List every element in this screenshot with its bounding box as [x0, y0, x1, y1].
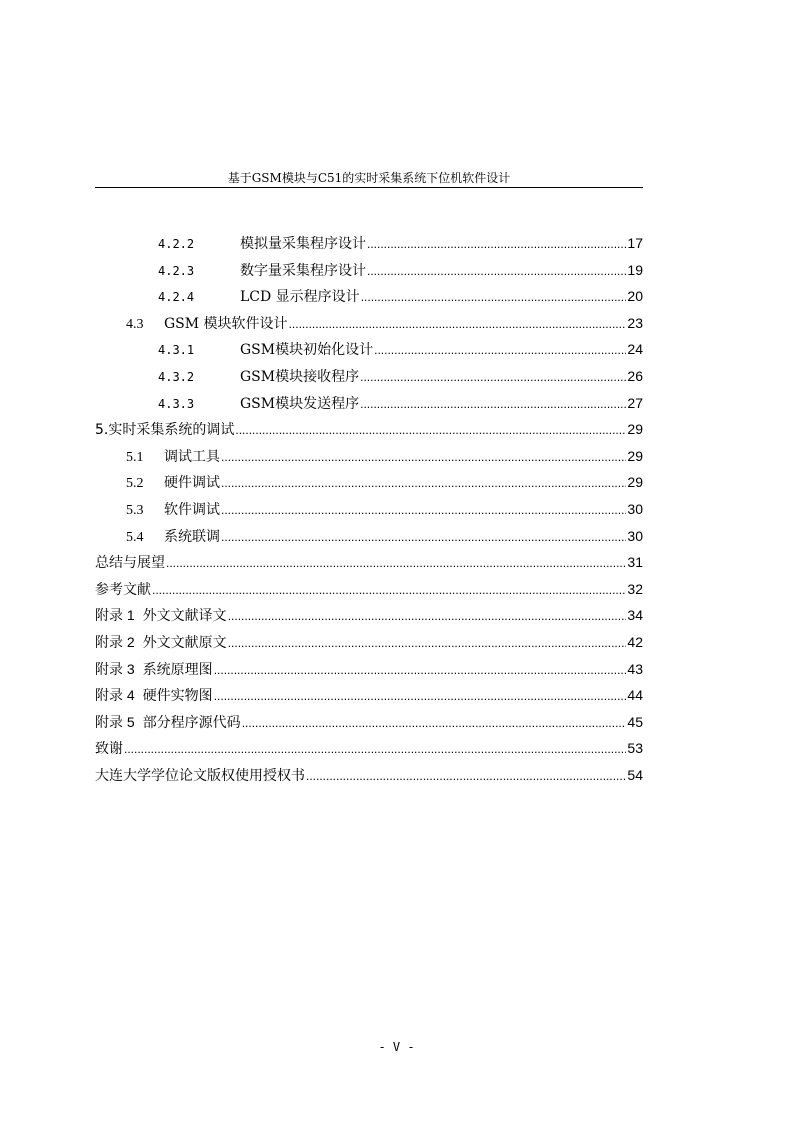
- toc-entry-title: 总结与展望: [95, 555, 165, 572]
- toc-dot-leader: [214, 686, 627, 707]
- toc-dot-leader: [367, 261, 626, 282]
- toc-entry-number: 4.3.1: [158, 343, 195, 358]
- toc-entry-number: 4.3.2: [158, 369, 195, 384]
- toc-entry-number: 4.3: [126, 316, 144, 332]
- toc-entry-number: 附录 4: [95, 687, 135, 704]
- toc-entry-title: 模拟量采集程序设计: [240, 236, 366, 252]
- toc-entry-number: 附录 1: [95, 607, 135, 624]
- toc-entry-page: 27: [627, 394, 643, 411]
- toc-entry[interactable]: [95, 738, 643, 765]
- toc-entry-page: 23: [627, 314, 643, 331]
- toc-entry-title: 部分程序源代码: [142, 714, 241, 731]
- toc-entry-page: 42: [627, 633, 643, 650]
- toc-dot-leader: [228, 606, 627, 627]
- toc-entry[interactable]: [95, 393, 643, 420]
- table-of-contents: [95, 233, 643, 791]
- toc-entry-number: 附录 3: [95, 660, 135, 677]
- toc-dot-leader: [214, 660, 627, 681]
- toc-dot-leader: [228, 633, 627, 654]
- toc-entry-page: 43: [627, 660, 643, 677]
- toc-entry-title: 硬件实物图: [142, 688, 213, 705]
- toc-entry-number: 附录 5: [95, 713, 135, 730]
- toc-entry-page: 29: [627, 474, 643, 491]
- page-header: [95, 171, 643, 188]
- toc-entry-number: 4.2.2: [158, 237, 195, 251]
- toc-entry-page: 26: [627, 367, 643, 384]
- toc-entry-page: 45: [627, 713, 643, 730]
- toc-entry[interactable]: [95, 552, 643, 579]
- toc-entry-number: 4.2.4: [158, 290, 195, 305]
- toc-entry[interactable]: [95, 605, 643, 632]
- toc-dot-leader: [152, 580, 626, 601]
- toc-entry[interactable]: [95, 313, 643, 340]
- toc-entry-page: 34: [627, 607, 643, 624]
- toc-entry[interactable]: [95, 526, 643, 553]
- toc-entry-page: 31: [627, 554, 643, 571]
- toc-entry-page: 30: [627, 500, 643, 517]
- toc-dot-leader: [360, 394, 626, 415]
- toc-entry[interactable]: [95, 499, 643, 526]
- toc-entry-page: 17: [627, 235, 643, 251]
- toc-entry[interactable]: [95, 765, 643, 792]
- toc-entry[interactable]: [95, 260, 643, 287]
- toc-dot-leader: [360, 367, 626, 388]
- toc-dot-leader: [166, 553, 626, 574]
- toc-entry-title: 系统原理图: [142, 661, 213, 678]
- toc-dot-leader: [289, 314, 627, 335]
- toc-dot-leader: [124, 739, 626, 760]
- toc-entry-page: 20: [627, 288, 643, 305]
- toc-entry-title: LCD 显示程序设计: [240, 289, 360, 306]
- toc-entry-title: 外文文献译文: [142, 608, 227, 625]
- toc-dot-leader: [221, 473, 626, 494]
- toc-entry-title: 数字量采集程序设计: [240, 262, 366, 279]
- toc-dot-leader: [221, 500, 626, 521]
- toc-entry-page: 29: [627, 421, 643, 438]
- toc-entry-page: 24: [627, 341, 643, 358]
- toc-entry-title: 外文文献原文: [142, 634, 227, 651]
- toc-entry-number: 4.3.3: [158, 396, 195, 411]
- toc-entry-number: 5.1: [126, 449, 144, 465]
- toc-dot-leader: [306, 766, 626, 787]
- toc-entry-number: 5.4: [126, 529, 144, 545]
- toc-entry-number: 4.2.3: [158, 263, 195, 278]
- toc-entry[interactable]: [95, 685, 643, 712]
- toc-entry[interactable]: [95, 233, 643, 260]
- toc-entry[interactable]: [95, 339, 643, 366]
- toc-entry-title: GSM模块接收程序: [240, 368, 360, 385]
- toc-entry-title: 参考文献: [95, 581, 151, 598]
- toc-entry-title: 软件调试: [164, 501, 220, 518]
- toc-entry[interactable]: [95, 446, 643, 473]
- toc-entry[interactable]: [95, 286, 643, 313]
- toc-entry-title: 大连大学学位论文版权使用授权书: [95, 767, 305, 784]
- toc-dot-leader: [374, 340, 626, 361]
- toc-entry[interactable]: [95, 366, 643, 393]
- toc-dot-leader: [361, 287, 627, 308]
- toc-dot-leader: [242, 713, 627, 734]
- toc-entry-page: 19: [627, 261, 643, 278]
- toc-entry-number: 附录 2: [95, 633, 135, 650]
- toc-entry-title: GSM模块发送程序: [240, 395, 360, 412]
- toc-dot-leader: [221, 527, 626, 548]
- toc-entry-page: 54: [627, 766, 643, 783]
- toc-entry-number: 5.3: [126, 502, 144, 518]
- toc-entry-page: 29: [627, 447, 643, 464]
- header-title: 基于GSM模块与C51的实时采集系统下位机软件设计: [227, 171, 511, 185]
- toc-dot-leader: [367, 234, 626, 255]
- toc-entry[interactable]: [95, 632, 643, 659]
- toc-entry-page: 30: [627, 527, 643, 544]
- toc-entry-number: 5.2: [126, 476, 144, 492]
- toc-entry-page: 53: [627, 740, 643, 757]
- toc-entry-title: 调试工具: [164, 448, 220, 465]
- toc-entry[interactable]: [95, 419, 643, 446]
- toc-entry-title: 致谢: [95, 741, 123, 758]
- toc-dot-leader: [235, 420, 626, 441]
- toc-entry-page: 44: [627, 687, 643, 704]
- toc-entry[interactable]: [95, 659, 643, 686]
- toc-entry-title: 硬件调试: [164, 475, 220, 492]
- toc-entry-page: 32: [627, 580, 643, 597]
- toc-entry-title: GSM模块初始化设计: [240, 342, 374, 359]
- toc-entry-title: 5.实时采集系统的调试: [95, 422, 235, 439]
- toc-entry-title: GSM 模块软件设计: [164, 315, 288, 332]
- page-number-footer: - V -: [378, 1040, 415, 1054]
- toc-entry[interactable]: [95, 712, 643, 739]
- toc-entry-title: 系统联调: [164, 528, 220, 545]
- toc-entry[interactable]: [95, 472, 643, 499]
- toc-entry[interactable]: [95, 579, 643, 606]
- toc-dot-leader: [221, 447, 626, 468]
